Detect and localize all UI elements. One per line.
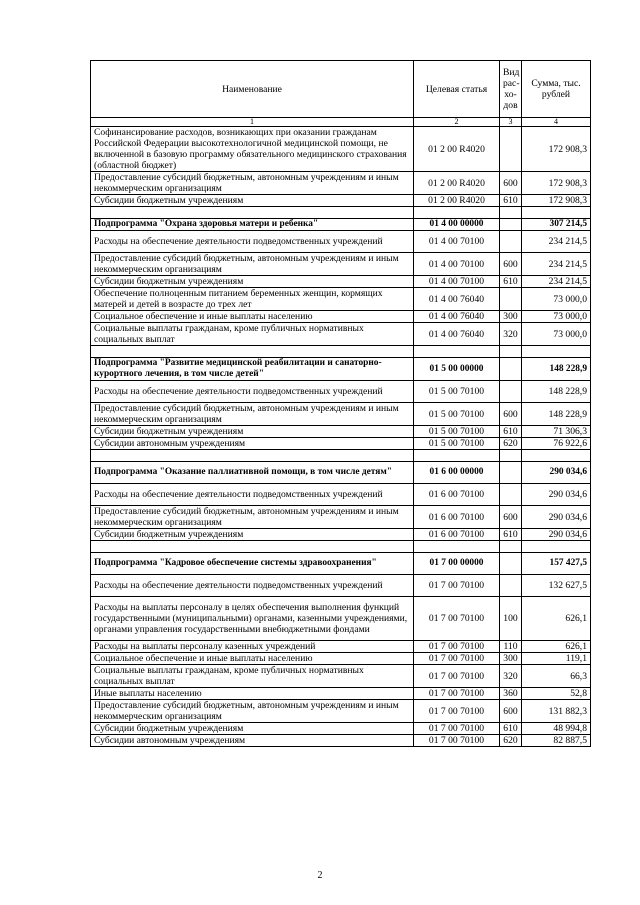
row-name-cell: Расходы на обеспечение деятельности подведомственных учреждений [91, 381, 414, 403]
row-name-cell: Подпрограмма "Кадровое обеспечение системы здравоохранения" [91, 553, 414, 575]
table-row [91, 253, 591, 276]
row-sum-cell: 148 228,9 [522, 403, 591, 426]
row-kind-cell: 360 [500, 688, 522, 700]
row-kind-cell [500, 553, 522, 575]
row-kind-cell: 600 [500, 253, 522, 276]
table-row [91, 665, 591, 688]
row-sum-cell [522, 346, 591, 358]
header-sum: Сумма, тыс. рублей [522, 61, 591, 118]
row-code-cell: 01 4 00 70100 [414, 253, 500, 276]
row-name-cell: Субсидии бюджетным учреждениям [91, 723, 414, 735]
table-row [91, 127, 591, 172]
row-sum-cell: 52,8 [522, 688, 591, 700]
row-kind-cell: 600 [500, 700, 522, 723]
row-code-cell: 01 7 00 00000 [414, 553, 500, 575]
row-sum-cell: 307 214,5 [522, 219, 591, 231]
row-sum-cell: 73 000,0 [522, 323, 591, 346]
row-code-cell: 01 7 00 70100 [414, 575, 500, 597]
row-name-cell: Субсидии бюджетным учреждениям [91, 276, 414, 288]
row-sum-cell: 148 228,9 [522, 381, 591, 403]
row-code-cell: 01 4 00 70100 [414, 276, 500, 288]
row-name-cell: Предоставление субсидий бюджетным, автономным учреждениям и иным некоммерческим организациям [91, 253, 414, 276]
column-number: 3 [500, 118, 522, 127]
row-code-cell: 01 2 00 R4020 [414, 127, 500, 172]
table-row [91, 219, 591, 231]
row-kind-cell [500, 450, 522, 462]
row-code-cell: 01 7 00 70100 [414, 653, 500, 665]
row-sum-cell: 290 034,6 [522, 529, 591, 541]
row-code-cell [414, 207, 500, 219]
row-code-cell [414, 450, 500, 462]
table-row [91, 653, 591, 665]
row-name-cell: Социальное обеспечение и иные выплаты населению [91, 653, 414, 665]
table-row [91, 723, 591, 735]
row-kind-cell: 610 [500, 426, 522, 438]
table-row [91, 195, 591, 207]
row-kind-cell [500, 127, 522, 172]
row-sum-cell: 626,1 [522, 641, 591, 653]
table-row [91, 641, 591, 653]
header-name: Наименование [91, 61, 414, 118]
row-name-cell [91, 207, 414, 219]
row-kind-cell [500, 231, 522, 253]
table-row [91, 403, 591, 426]
table-row [91, 506, 591, 529]
row-code-cell: 01 6 00 70100 [414, 529, 500, 541]
row-name-cell [91, 346, 414, 358]
row-kind-cell: 610 [500, 276, 522, 288]
row-code-cell: 01 4 00 70100 [414, 231, 500, 253]
row-code-cell: 01 5 00 00000 [414, 358, 500, 381]
row-sum-cell: 66,3 [522, 665, 591, 688]
row-kind-cell: 610 [500, 529, 522, 541]
table-row [91, 438, 591, 450]
row-code-cell: 01 5 00 70100 [414, 438, 500, 450]
row-code-cell: 01 7 00 70100 [414, 665, 500, 688]
spacer-row [91, 541, 591, 553]
row-sum-cell: 290 034,6 [522, 484, 591, 506]
row-name-cell [91, 541, 414, 553]
row-name-cell: Социальные выплаты гражданам, кроме публичных нормативных социальных выплат [91, 665, 414, 688]
row-name-cell: Социальное обеспечение и иные выплаты населению [91, 311, 414, 323]
row-kind-cell [500, 381, 522, 403]
row-sum-cell: 290 034,6 [522, 462, 591, 484]
row-name-cell [91, 450, 414, 462]
table-row [91, 688, 591, 700]
row-sum-cell: 73 000,0 [522, 288, 591, 311]
row-kind-cell: 610 [500, 195, 522, 207]
row-code-cell: 01 7 00 70100 [414, 735, 500, 747]
row-name-cell: Расходы на обеспечение деятельности подведомственных учреждений [91, 231, 414, 253]
row-kind-cell [500, 358, 522, 381]
row-code-cell: 01 5 00 70100 [414, 403, 500, 426]
table-row [91, 484, 591, 506]
row-name-cell: Расходы на обеспечение деятельности подведомственных учреждений [91, 575, 414, 597]
row-name-cell: Обеспечение полноценным питанием беременных женщин, кормящих матерей и детей в возрасте до трех лет [91, 288, 414, 311]
row-sum-cell [522, 541, 591, 553]
row-sum-cell: 148 228,9 [522, 358, 591, 381]
row-name-cell: Софинансирование расходов, возникающих при оказании гражданам Российской Федерации высокотехнологичной медицинской помощи, не включенной в базовую программу обязательного медицинского страхования (областной бюджет) [91, 127, 414, 172]
row-kind-cell [500, 207, 522, 219]
table-row [91, 231, 591, 253]
row-code-cell: 01 6 00 70100 [414, 506, 500, 529]
row-kind-cell: 600 [500, 403, 522, 426]
row-kind-cell: 620 [500, 438, 522, 450]
row-code-cell: 01 6 00 70100 [414, 484, 500, 506]
row-name-cell: Социальные выплаты гражданам, кроме публичных нормативных социальных выплат [91, 323, 414, 346]
row-kind-cell: 110 [500, 641, 522, 653]
row-sum-cell: 76 922,6 [522, 438, 591, 450]
column-number: 2 [414, 118, 500, 127]
row-code-cell: 01 7 00 70100 [414, 723, 500, 735]
row-sum-cell: 131 882,3 [522, 700, 591, 723]
row-kind-cell [500, 541, 522, 553]
table-row [91, 575, 591, 597]
row-code-cell: 01 7 00 70100 [414, 688, 500, 700]
row-kind-cell [500, 484, 522, 506]
row-kind-cell: 620 [500, 735, 522, 747]
row-sum-cell [522, 450, 591, 462]
row-code-cell: 01 5 00 70100 [414, 381, 500, 403]
row-sum-cell: 234 214,5 [522, 231, 591, 253]
column-number-row [91, 118, 591, 127]
row-code-cell: 01 4 00 76040 [414, 288, 500, 311]
row-kind-cell: 320 [500, 323, 522, 346]
spacer-row [91, 450, 591, 462]
row-code-cell: 01 7 00 70100 [414, 597, 500, 641]
row-kind-cell [500, 346, 522, 358]
row-code-cell: 01 7 00 70100 [414, 700, 500, 723]
table-row [91, 172, 591, 195]
row-kind-cell: 300 [500, 311, 522, 323]
row-name-cell: Предоставление субсидий бюджетным, автономным учреждениям и иным некоммерческим организациям [91, 700, 414, 723]
table-row [91, 700, 591, 723]
header-row [91, 61, 591, 118]
row-sum-cell [522, 207, 591, 219]
row-kind-cell: 300 [500, 653, 522, 665]
table-row [91, 529, 591, 541]
row-kind-cell [500, 219, 522, 231]
row-kind-cell [500, 288, 522, 311]
row-sum-cell: 234 214,5 [522, 253, 591, 276]
row-sum-cell: 172 908,3 [522, 172, 591, 195]
table-row [91, 311, 591, 323]
table-body [91, 127, 591, 747]
row-code-cell: 01 4 00 00000 [414, 219, 500, 231]
row-code-cell: 01 5 00 70100 [414, 426, 500, 438]
row-name-cell: Расходы на выплаты персоналу казенных учреждений [91, 641, 414, 653]
row-kind-cell: 320 [500, 665, 522, 688]
row-name-cell: Предоставление субсидий бюджетным, автономным учреждениям и иным некоммерческим организациям [91, 172, 414, 195]
row-name-cell: Предоставление субсидий бюджетным, автономным учреждениям и иным некоммерческим организациям [91, 403, 414, 426]
spacer-row [91, 346, 591, 358]
row-sum-cell: 234 214,5 [522, 276, 591, 288]
table-row [91, 462, 591, 484]
row-code-cell: 01 2 00 R4020 [414, 195, 500, 207]
row-name-cell: Расходы на обеспечение деятельности подведомственных учреждений [91, 484, 414, 506]
row-name-cell: Субсидии бюджетным учреждениям [91, 426, 414, 438]
row-code-cell: 01 4 00 76040 [414, 311, 500, 323]
row-code-cell: 01 7 00 70100 [414, 641, 500, 653]
page-number: 2 [317, 870, 323, 881]
row-name-cell: Субсидии автономным учреждениям [91, 438, 414, 450]
table-row [91, 276, 591, 288]
row-sum-cell: 132 627,5 [522, 575, 591, 597]
row-name-cell: Субсидии автономным учреждениям [91, 735, 414, 747]
row-sum-cell: 172 908,3 [522, 195, 591, 207]
row-sum-cell: 157 427,5 [522, 553, 591, 575]
row-sum-cell: 82 887,5 [522, 735, 591, 747]
row-name-cell: Подпрограмма "Охрана здоровья матери и ребенка" [91, 219, 414, 231]
table-row [91, 553, 591, 575]
table-row [91, 358, 591, 381]
row-sum-cell: 290 034,6 [522, 506, 591, 529]
row-sum-cell: 71 306,3 [522, 426, 591, 438]
header-kind: Вид рас-хо-дов [500, 61, 522, 118]
row-name-cell: Предоставление субсидий бюджетным, автономным учреждениям и иным некоммерческим организациям [91, 506, 414, 529]
row-name-cell: Подпрограмма "Оказание паллиативной помощи, в том числе детям" [91, 462, 414, 484]
column-number: 4 [522, 118, 591, 127]
row-kind-cell: 100 [500, 597, 522, 641]
spacer-row [91, 207, 591, 219]
row-kind-cell [500, 462, 522, 484]
row-name-cell: Расходы на выплаты персоналу в целях обеспечения выполнения функций государственными (муниципальными) органами, казенными учреждениями, органами управления государственными внебюджетными фондами [91, 597, 414, 641]
row-code-cell: 01 2 00 R4020 [414, 172, 500, 195]
row-sum-cell: 172 908,3 [522, 127, 591, 172]
header-code: Целевая статья [414, 61, 500, 118]
table-row [91, 288, 591, 311]
table-row [91, 735, 591, 747]
table-row [91, 323, 591, 346]
row-kind-cell: 600 [500, 506, 522, 529]
table-row [91, 381, 591, 403]
row-kind-cell: 610 [500, 723, 522, 735]
row-name-cell: Подпрограмма "Развитие медицинской реабилитации и санаторно-курортного лечения, в том числе детей" [91, 358, 414, 381]
row-sum-cell: 626,1 [522, 597, 591, 641]
row-sum-cell: 119,1 [522, 653, 591, 665]
table-row [91, 426, 591, 438]
budget-table [90, 60, 591, 747]
row-code-cell [414, 541, 500, 553]
row-kind-cell: 600 [500, 172, 522, 195]
row-name-cell: Субсидии бюджетным учреждениям [91, 529, 414, 541]
row-sum-cell: 73 000,0 [522, 311, 591, 323]
table-row [91, 597, 591, 641]
row-name-cell: Субсидии бюджетным учреждениям [91, 195, 414, 207]
row-code-cell [414, 346, 500, 358]
row-code-cell: 01 6 00 00000 [414, 462, 500, 484]
column-number: 1 [91, 118, 414, 127]
row-code-cell: 01 4 00 76040 [414, 323, 500, 346]
row-name-cell: Иные выплаты населению [91, 688, 414, 700]
row-kind-cell [500, 575, 522, 597]
row-sum-cell: 48 994,8 [522, 723, 591, 735]
